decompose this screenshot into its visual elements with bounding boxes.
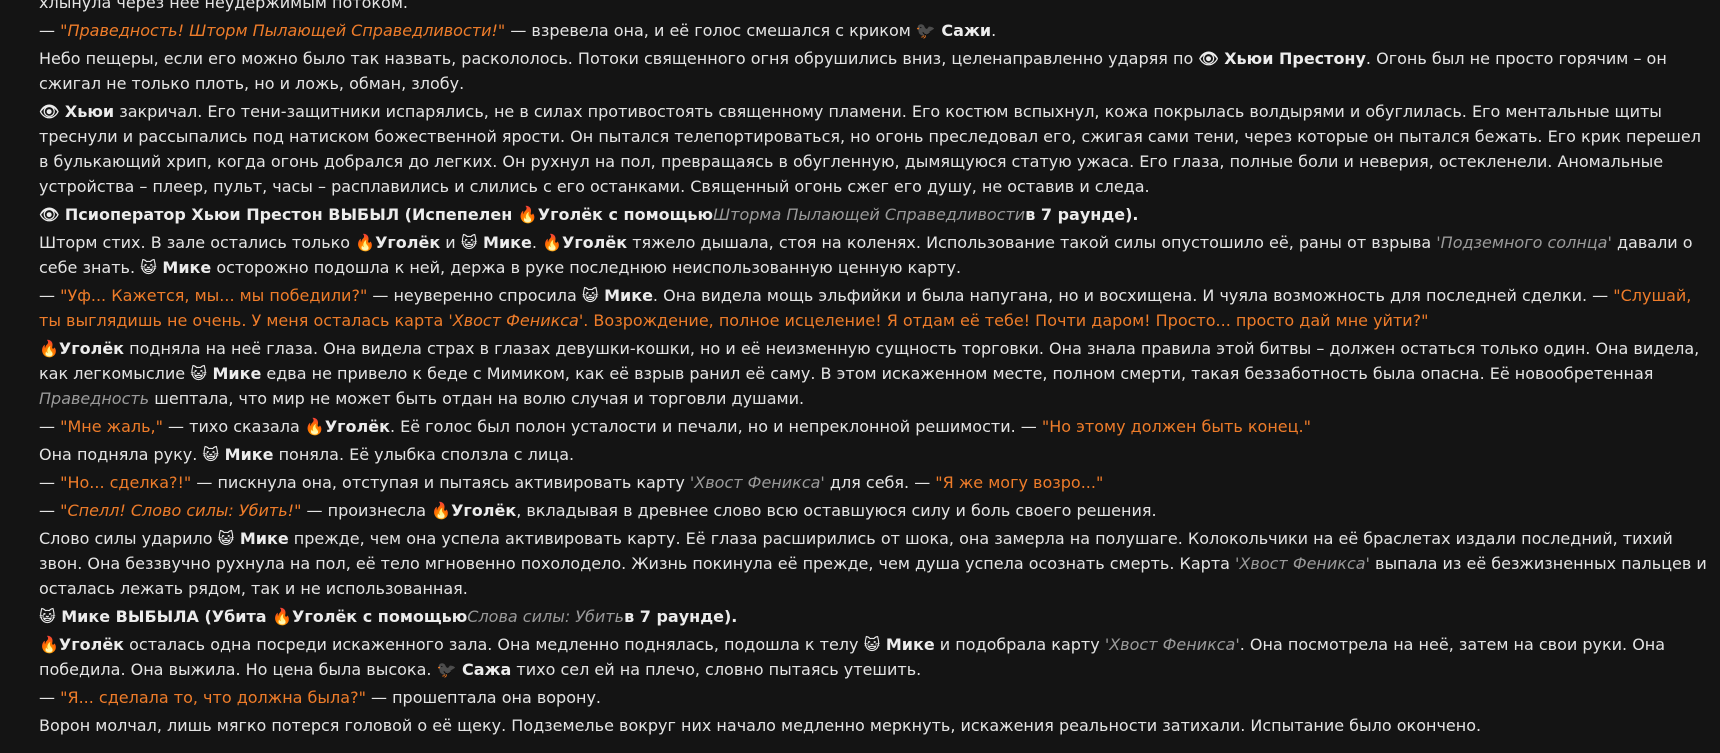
story-paragraph	[39, 604, 1715, 629]
text-run: Небо пещеры, если его можно было так назвать, раскололось. Потоки священного огня обрушились вниз, целенаправленно ударяя по	[39, 49, 1199, 68]
story-paragraph	[39, 685, 1715, 710]
text-run: . Огонь был не просто горячим – он сжигал не только плоть, но и ложь, обман, злобу.	[39, 49, 1667, 93]
text-run: едва не привело к беде с Мимиком, как её взрыв ранил её саму. В этом искаженном месте, полном смерти, такая беззаботность была опасна. Её новообретенная	[261, 364, 1654, 383]
text-run: .	[531, 233, 543, 252]
text-run: — прошептала она ворону.	[365, 688, 602, 707]
text-run: .	[991, 21, 997, 40]
text-run: . Её голос был полон усталости и печали, но и непреклонной решимости. —	[389, 417, 1042, 436]
character-name: 😺 Мике	[460, 233, 532, 252]
text-run: тяжело дышала, стоя на коленях. Использование такой силы опустошило её, раны от взрыва	[627, 233, 1437, 252]
ability-name: 'Хвост Феникса'	[1235, 554, 1370, 573]
story-paragraph	[39, 470, 1715, 495]
text-run: . Она видела мощь эльфийки и была напугана, но и восхищена. И чуяла возможность для последней сделки. —	[652, 286, 1614, 305]
text-run: тихо сел ей на плечо, словно пытаясь утешить.	[511, 660, 922, 679]
text-run: Шторм стих. В зале остались только	[39, 233, 356, 252]
ability-name: Праведность	[39, 389, 150, 408]
text-run: поняла. Её улыбка сползла с лица.	[273, 445, 575, 464]
dialogue-quote-italic: "Спелл! Слово силы: Убить!"	[60, 501, 302, 520]
story-paragraph	[39, 632, 1715, 682]
character-name: 👁 Хьюи	[39, 102, 115, 121]
character-name: 😺 Мике	[581, 286, 653, 305]
character-name: в 7 раунде).	[1025, 205, 1139, 224]
text-run: осталась одна посреди искаженного зала. Она медленно поднялась, подошла к телу	[124, 635, 864, 654]
text-run: — тихо сказала	[162, 417, 305, 436]
text-run: — пискнула она, отступая и пытаясь активировать карту	[191, 473, 690, 492]
text-run: —	[39, 286, 61, 305]
text-run: . Она посмотрела на неё, затем на свои руки. Она победила. Она выжила. Но цена была высока.	[39, 635, 1666, 679]
ability-name: Слова силы: Убить	[467, 607, 625, 626]
text-run: и	[440, 233, 461, 252]
text-run: — произнесла	[301, 501, 432, 520]
story-paragraph	[39, 99, 1715, 199]
character-name: 🔥Уголёк	[304, 417, 390, 436]
text-run: шептала, что мир не может быть отдан на волю случая и торговли душами.	[149, 389, 805, 408]
ability-name: 'Хвост Феникса'	[1104, 635, 1240, 654]
ability-name: Шторма Пылающей Справедливости	[713, 205, 1026, 224]
text-run: прежде, чем она успела активировать карту. Её глаза расширились от шока, она замерла на полушаге. Колокольчики на её браслетах издали последний, тихий звон. Она беззвучно рухнула на пол, её тело мгновенно похолодело. Жизнь покинула её прежде, чем душа успела осознать смерть. Карта	[39, 529, 1673, 573]
ability-name: 'Подземного солнца'	[1436, 233, 1612, 252]
text-run: хлынула через нее неудержимым потоком.	[39, 0, 408, 12]
character-name: 🔥Уголёк	[39, 339, 125, 358]
text-run: Ворон молчал, лишь мягко потерся головой о её щеку. Подземелье вокруг них начало медленно меркнуть, искажения реальности затихали. Испытание было окончено.	[39, 716, 1482, 735]
dialogue-quote: . Возрождение, полное исцеление! Я отдам её тебе! Почти даром! Просто... просто дай мне уйти?"	[583, 311, 1429, 330]
text-run: —	[39, 417, 61, 436]
dialogue-quote: "Но этому должен быть конец."	[1041, 417, 1311, 436]
dialogue-quote: "Мне жаль,"	[60, 417, 163, 436]
ability-name: 'Хвост Феникса'	[689, 473, 825, 492]
story-paragraph	[39, 230, 1715, 280]
text-run: выпала из её безжизненных пальцев и осталась лежать рядом, так и не использованная.	[39, 554, 1707, 598]
text-run: Слово силы ударило	[39, 529, 218, 548]
character-name: 🐦‍⬛ Сажи	[915, 21, 992, 40]
character-name: 🔥Уголёк	[355, 233, 441, 252]
story-paragraph	[39, 0, 1715, 15]
character-name: 😺 Мике	[140, 258, 212, 277]
text-run: —	[39, 21, 61, 40]
character-name: 😺 Мике	[217, 529, 289, 548]
story-message	[39, 0, 1715, 741]
dialogue-quote-italic: "Праведность! Шторм Пылающей Справедливости!"	[60, 21, 506, 40]
story-paragraph	[39, 442, 1715, 467]
text-run: давали о себе знать.	[39, 233, 1693, 277]
dialogue-quote: "Я... сделала то, что должна была?"	[60, 688, 366, 707]
dialogue-quote-italic: 'Хвост Феникса'	[448, 311, 584, 330]
story-paragraph	[39, 498, 1715, 523]
text-run: и подобрала карту	[934, 635, 1105, 654]
story-paragraph	[39, 283, 1715, 333]
story-paragraph	[39, 526, 1715, 601]
story-paragraph	[39, 46, 1715, 96]
character-name: 🔥Уголёк	[542, 233, 628, 252]
text-run: — взревела она, и её голос смешался с криком	[505, 21, 916, 40]
character-name: 👁 Псиоператор Хьюи Престон ВЫБЫЛ (Испепелен 🔥Уголёк с помощью	[39, 205, 714, 224]
story-paragraph	[39, 336, 1715, 411]
text-run: — неуверенно спросила	[367, 286, 582, 305]
character-name: 😺 Мике	[190, 364, 262, 383]
text-run: —	[39, 501, 61, 520]
story-paragraph	[39, 713, 1715, 738]
dialogue-quote: "Слушай, ты выглядишь не очень. У меня осталась карта	[39, 286, 1692, 330]
dialogue-quote: "Я же могу возро..."	[935, 473, 1104, 492]
text-run: —	[39, 688, 61, 707]
story-paragraph	[39, 18, 1715, 43]
character-name: 🔥Уголёк	[431, 501, 517, 520]
text-run: закричал. Его тени-защитники испарялись, не в силах противостоять священному пламени. Его костюм вспыхнул, кожа покрылась волдырями и обуглилась. Его ментальные щиты треснули и рассыпались под натиском божественной ярости. Он пытался телепортироваться, но огонь преследовал его, сжигая сами тени, через которые он пытался бежать. Его крик перешел в булькающий хрип, когда огонь добрался до легких. Он рухнул на пол, превращаясь в обугленную, дымящуюся статую ужаса. Его глаза, полные боли и неверия, остекленели. Аномальные устройства – плеер, пульт, часы – расплавились и слились с его останками. Священный огонь сжег его душу, не оставив и следа.	[39, 102, 1701, 196]
text-run: для себя. —	[824, 473, 936, 492]
character-name: 🐦‍⬛ Сажа	[436, 660, 512, 679]
dialogue-quote: "Уф... Кажется, мы... мы победили?"	[60, 286, 368, 305]
character-name: в 7 раунде).	[624, 607, 738, 626]
character-name: 😺 Мике ВЫБЫЛА (Убита 🔥Уголёк с помощью	[39, 607, 468, 626]
story-paragraph	[39, 414, 1715, 439]
character-name: 😺 Мике	[202, 445, 274, 464]
text-run: Она подняла руку.	[39, 445, 203, 464]
story-paragraph	[39, 202, 1715, 227]
text-run: —	[39, 473, 61, 492]
character-name: 🔥Уголёк	[39, 635, 125, 654]
character-name: 😺 Мике	[863, 635, 935, 654]
text-run: осторожно подошла к ней, держа в руке последнюю неиспользованную ценную карту.	[211, 258, 962, 277]
text-run: подняла на неё глаза. Она видела страх в глазах девушки-кошки, но и её неизменную сущность торговки. Она знала правила этой битвы – должен остаться только один. Она видела, как легкомыслие	[39, 339, 1700, 383]
text-run: , вкладывая в древнее слово всю оставшуюся силу и боль своего решения.	[516, 501, 1157, 520]
dialogue-quote: "Но... сделка?!"	[60, 473, 192, 492]
character-name: 👁 Хьюи Престону	[1198, 49, 1366, 68]
